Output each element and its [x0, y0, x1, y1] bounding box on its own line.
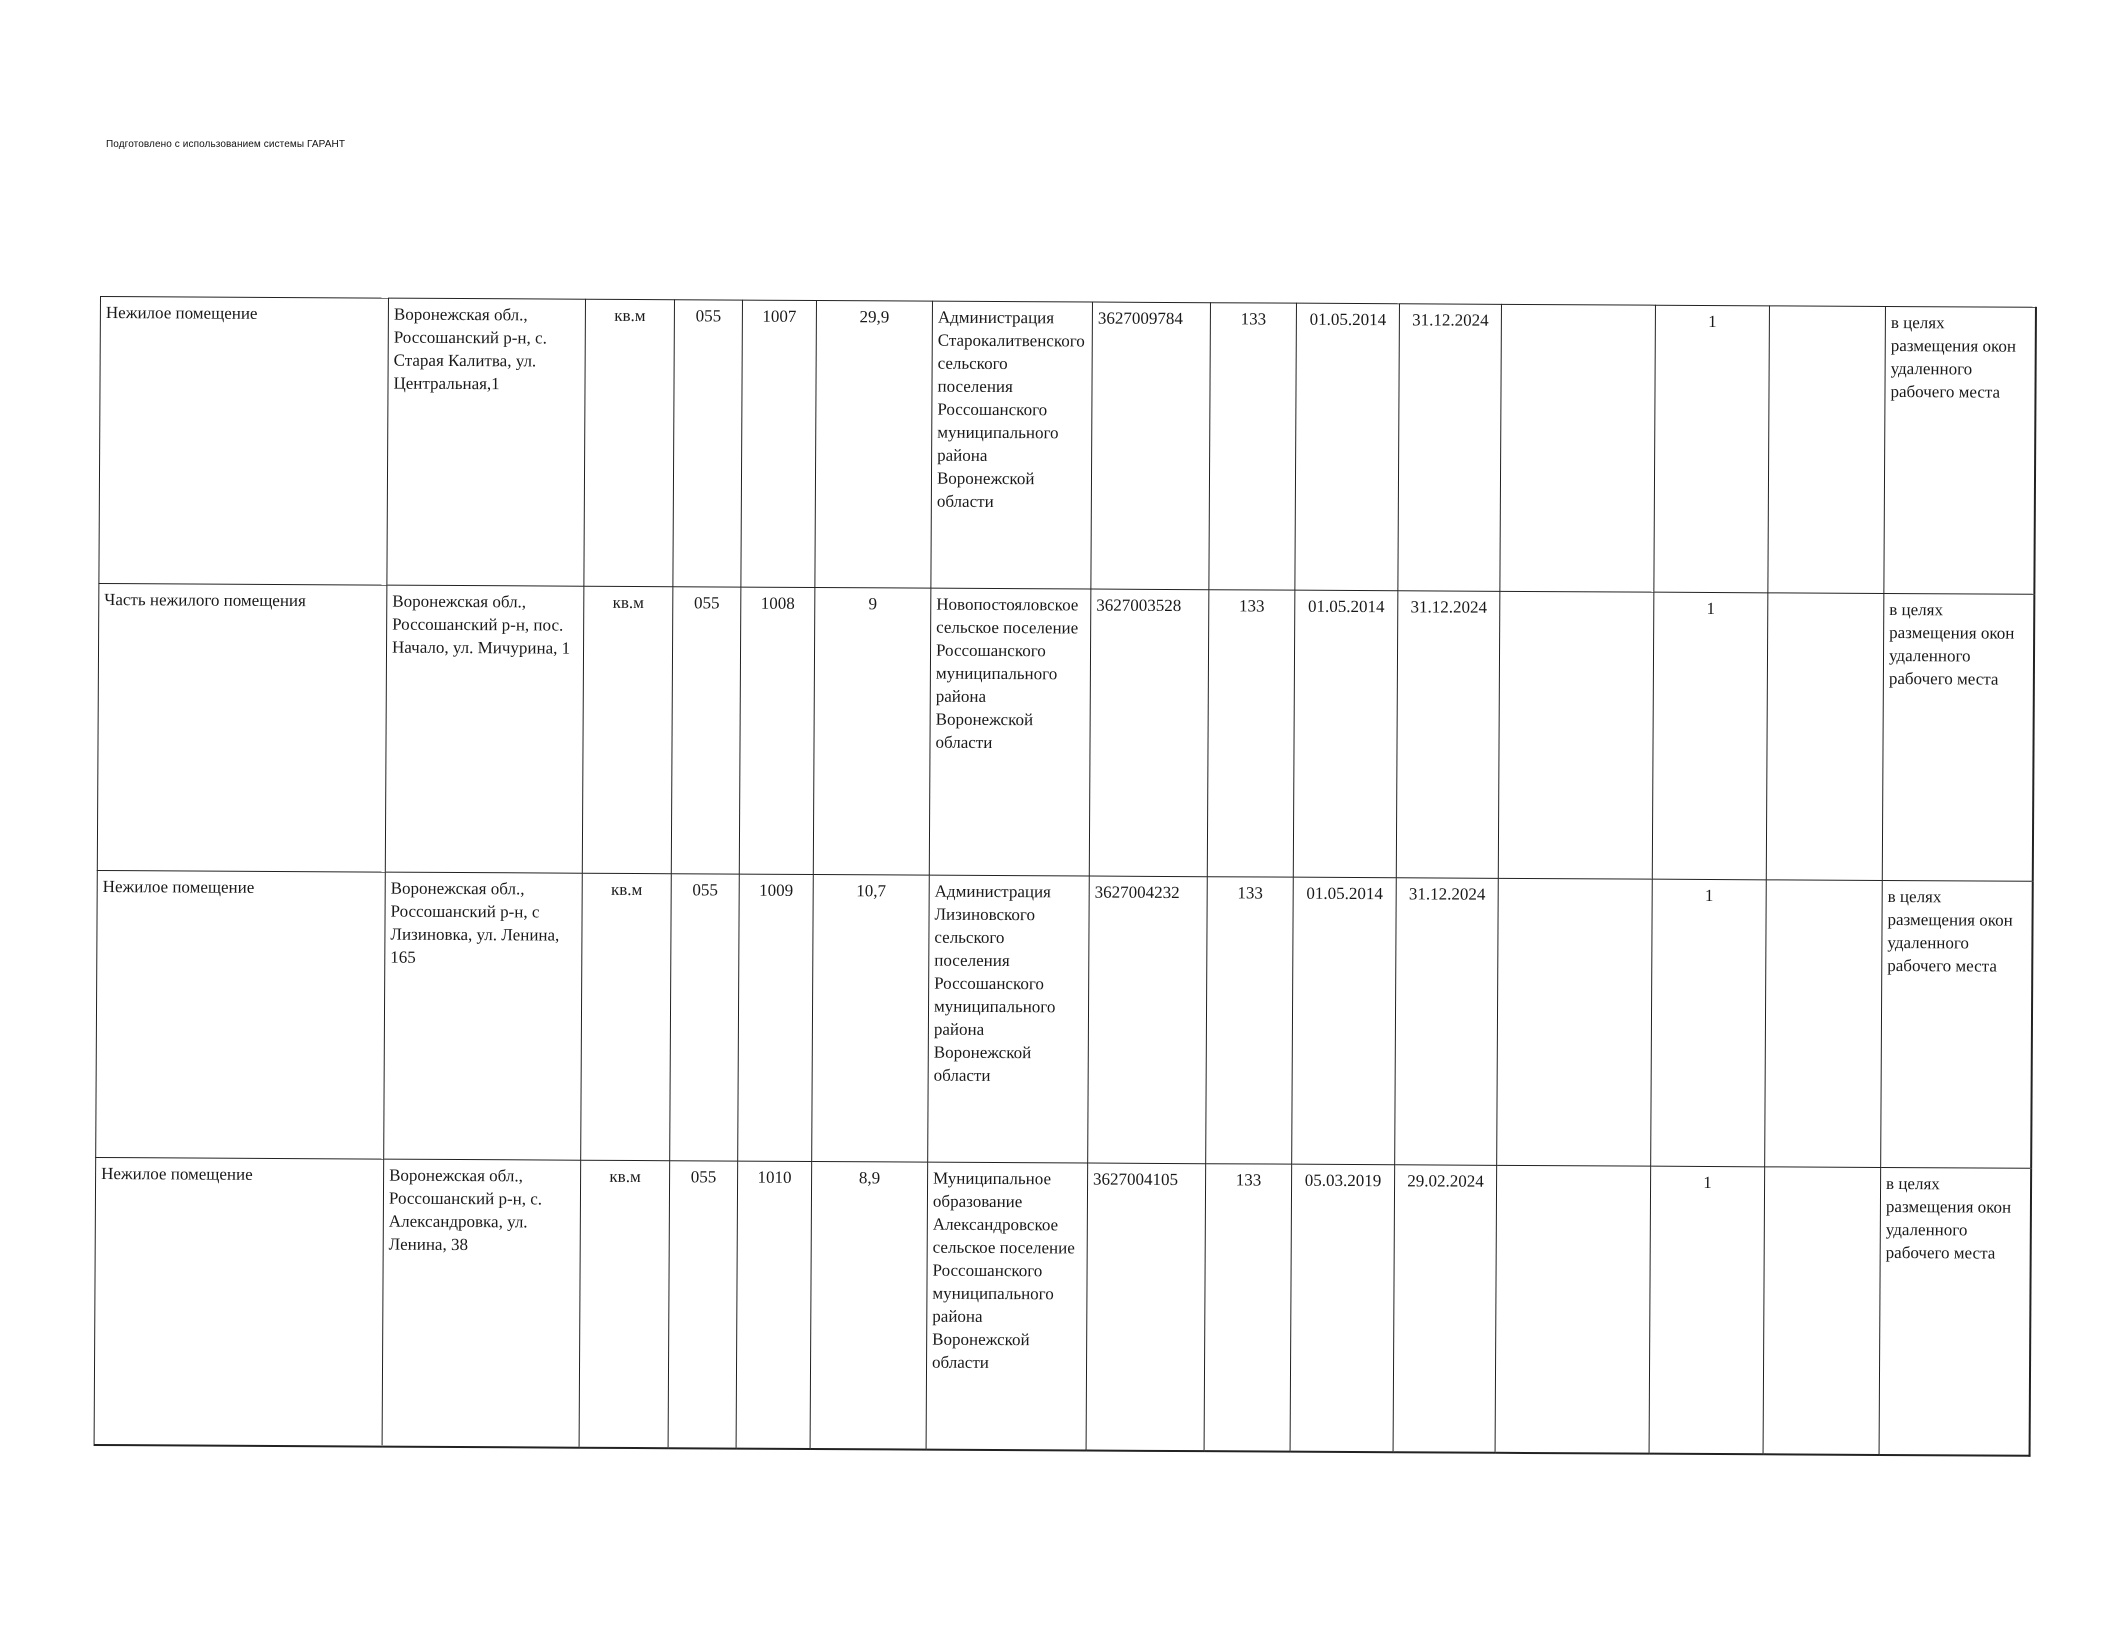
cell-holder: Муниципальное образование Александровское сельское поселение Россошанского муниципального района Воронежской области: [926, 1162, 1088, 1450]
cell-count: 1: [1652, 592, 1768, 880]
cell-purpose: в целях размещения окон удаленного рабочего места: [1882, 593, 2034, 881]
cell-type: Нежилое помещение: [96, 870, 386, 1159]
cell-date-start: 01.05.2014: [1292, 877, 1397, 1165]
registry-sheet: [94, 296, 2035, 1455]
cell-date-end: 31.12.2024: [1396, 591, 1500, 879]
cell-blank: [1768, 306, 1886, 594]
cell-address: Воронежская обл., Россошанский р-н, с. Александровка, ул. Ленина, 38: [382, 1159, 581, 1447]
table-row: [96, 870, 2033, 1168]
property-registry-table: [94, 296, 2037, 1456]
header-note: Подготовлено с использованием системы ГАРАНТ: [106, 139, 346, 150]
cell-area: 8,9: [810, 1161, 928, 1449]
cell-number: 1010: [736, 1161, 812, 1448]
cell-blank: [1765, 880, 1883, 1168]
cell-date-start: 01.05.2014: [1293, 590, 1398, 878]
cell-address: Воронежская обл., Россошанский р-н, с. Старая Калитва, ул. Центральная,1: [387, 298, 586, 586]
cell-inn: 3627004105: [1086, 1163, 1206, 1451]
cell-unit: кв.м: [584, 299, 675, 586]
cell-blank: [1763, 1167, 1881, 1455]
cell-unit: кв.м: [579, 1160, 670, 1447]
cell-date-end: 31.12.2024: [1395, 878, 1499, 1166]
cell-inn: 3627003528: [1089, 589, 1209, 877]
cell-extra: [1497, 878, 1653, 1166]
cell-inn: 3627004232: [1088, 876, 1208, 1164]
cell-number: 1008: [739, 587, 815, 874]
cell-purpose: в целях размещения окон удаленного рабочего места: [1884, 306, 2036, 594]
cell-holder: Администрация Лизиновского сельского поселения Россошанского муниципального района Воронежской области: [928, 875, 1090, 1163]
cell-extra: [1498, 591, 1654, 879]
cell-code: 055: [668, 1161, 738, 1448]
cell-code2: 133: [1206, 877, 1294, 1164]
cell-area: 29,9: [815, 301, 933, 589]
cell-type: Нежилое помещение: [99, 297, 389, 586]
cell-date-end: 31.12.2024: [1398, 304, 1502, 592]
cell-date-end: 29.02.2024: [1393, 1165, 1497, 1453]
cell-count: 1: [1654, 305, 1770, 593]
cell-blank: [1766, 593, 1884, 881]
cell-code: 055: [670, 874, 740, 1161]
cell-unit: кв.м: [581, 873, 672, 1160]
cell-code: 055: [671, 587, 741, 874]
cell-type: Часть нежилого помещения: [97, 583, 387, 872]
cell-holder: Администрация Старокалитвенского сельского поселения Россошанского муниципального района Воронежской области: [931, 301, 1093, 589]
cell-code2: 133: [1204, 1164, 1292, 1451]
cell-count: 1: [1649, 1166, 1765, 1454]
cell-type: Нежилое помещение: [94, 1157, 384, 1446]
cell-address: Воронежская обл., Россошанский р-н, пос. Начало, ул. Мичурина, 1: [385, 585, 584, 873]
cell-extra: [1495, 1165, 1651, 1453]
cell-code: 055: [673, 300, 743, 587]
cell-inn: 3627009784: [1091, 302, 1211, 590]
table-row: [99, 297, 2036, 595]
cell-address: Воронежская обл., Россошанский р-н, с Лизиновка, ул. Ленина, 165: [384, 872, 583, 1160]
cell-date-start: 01.05.2014: [1295, 303, 1400, 591]
cell-extra: [1500, 304, 1656, 592]
cell-count: 1: [1651, 879, 1767, 1167]
cell-number: 1007: [741, 300, 817, 587]
cell-purpose: в целях размещения окон удаленного рабочего места: [1881, 880, 2033, 1168]
cell-area: 9: [813, 587, 931, 875]
table-row: [94, 1157, 2031, 1455]
cell-date-start: 05.03.2019: [1290, 1164, 1395, 1452]
cell-purpose: в целях размещения окон удаленного рабочего места: [1879, 1167, 2031, 1455]
table-row: [97, 583, 2034, 881]
cell-code2: 133: [1207, 590, 1295, 877]
cell-code2: 133: [1209, 303, 1297, 590]
cell-area: 10,7: [812, 874, 930, 1162]
cell-unit: кв.м: [582, 586, 673, 873]
cell-holder: Новопостояловское сельское поселение Россошанского муниципального района Воронежской области: [929, 588, 1091, 876]
cell-number: 1009: [738, 874, 814, 1161]
